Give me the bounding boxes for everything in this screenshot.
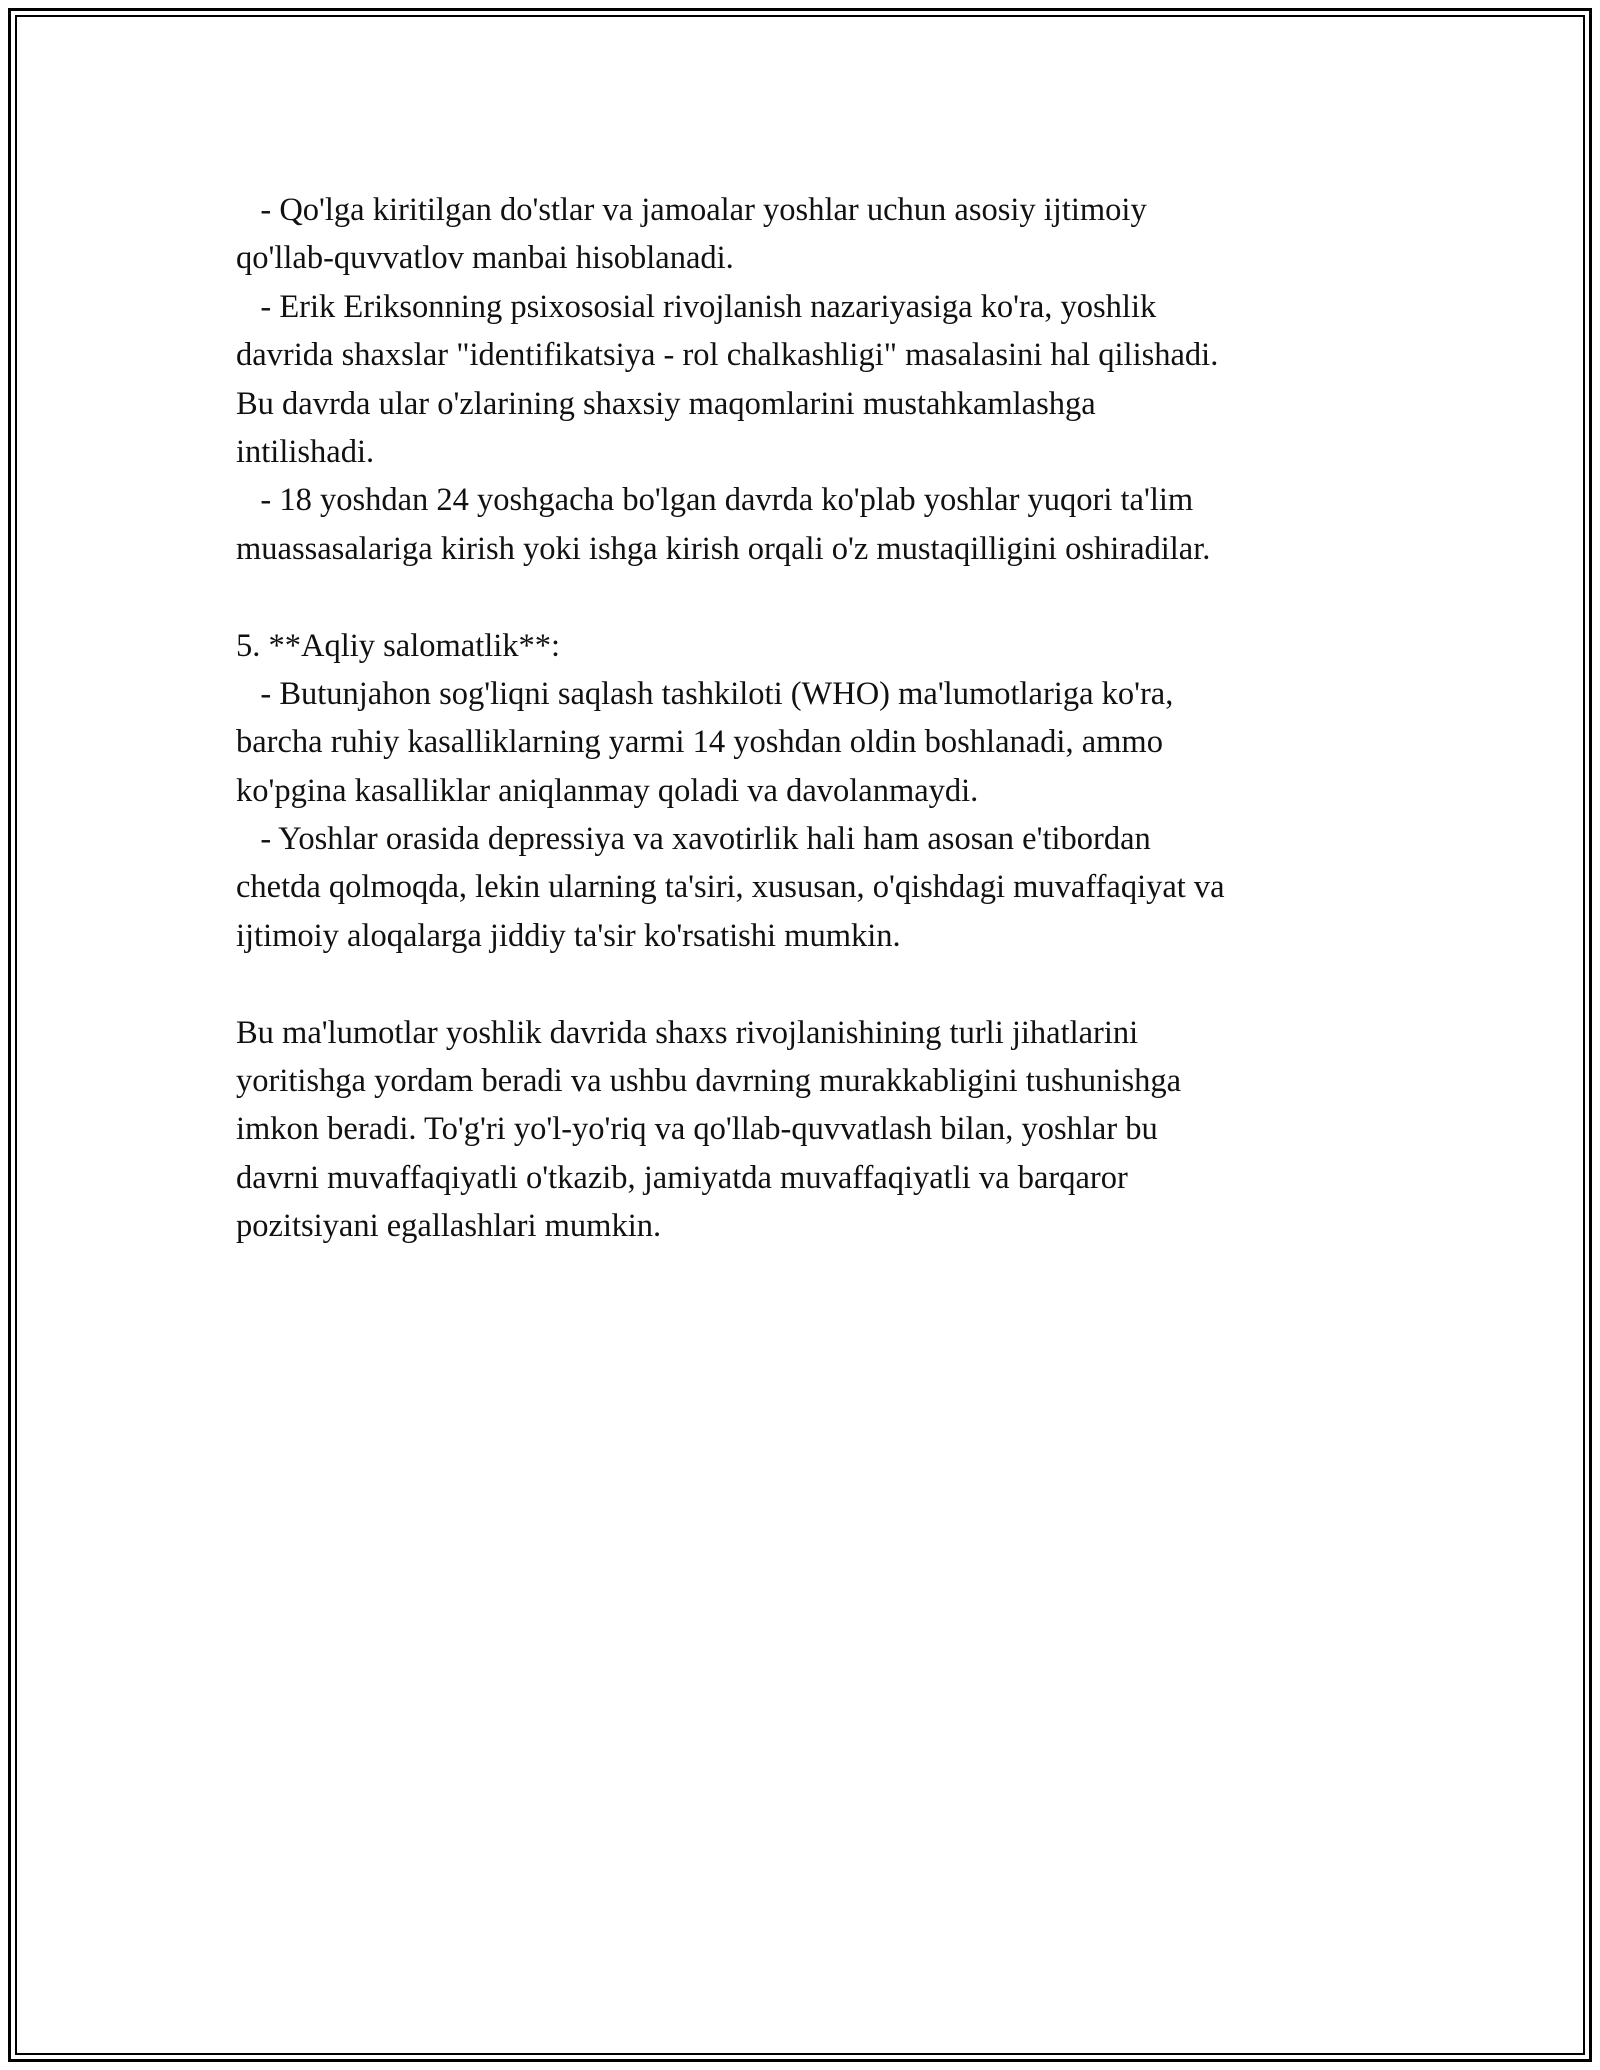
text-line: ijtimoiy aloqalarga jiddiy ta'sir ko'rsatishi mumkin. bbox=[236, 917, 901, 954]
text-line: muassasalariga kirish yoki ishga kirish orqali o'z mustaqilligini oshiradilar. bbox=[236, 530, 1211, 567]
text-line: pozitsiyani egallashlari mumkin. bbox=[236, 1208, 662, 1245]
text-line: - 18 yoshdan 24 yoshgacha bo'lgan davrda ko'plab yoshlar yuqori ta'lim bbox=[236, 482, 1194, 519]
text-line: intilishadi. bbox=[236, 433, 375, 470]
text-line: qo'llab-quvvatlov manbai hisoblanadi. bbox=[236, 240, 734, 277]
text-line: yoritishga yordam beradi va ushbu davrning murakkabligini tushunishga bbox=[236, 1063, 1182, 1100]
text-line: Bu ma'lumotlar yoshlik davrida shaxs rivojlanishining turli jihatlarini bbox=[236, 1014, 1139, 1051]
text-line: imkon beradi. To'g'ri yo'l-yo'riq va qo'llab-quvvatlash bilan, yoshlar bu bbox=[236, 1111, 1158, 1148]
text-line: chetda qolmoqda, lekin ularning ta'siri, xususan, o'qishdagi muvaffaqiyat va bbox=[236, 869, 1225, 906]
text-line: - Butunjahon sog'liqni saqlash tashkiloti (WHO) ma'lumotlariga ko'ra, bbox=[236, 675, 1174, 712]
paragraph-gap bbox=[236, 960, 1376, 1008]
text-line: - Erik Eriksonning psixososial rivojlanish nazariyasiga ko'ra, yoshlik bbox=[236, 288, 1157, 325]
document-body bbox=[236, 186, 1376, 1251]
section-heading: 5. **Aqliy salomatlik**: bbox=[236, 627, 561, 664]
text-line: barcha ruhiy kasalliklarning yarmi 14 yoshdan oldin boshlanadi, ammo bbox=[236, 724, 1163, 761]
paragraph-gap bbox=[236, 573, 1376, 621]
text-line: ko'pgina kasalliklar aniqlanmay qoladi va davolanmaydi. bbox=[236, 772, 979, 809]
text-line: - Qo'lga kiritilgan do'stlar va jamoalar yoshlar uchun asosiy ijtimoiy bbox=[236, 192, 1147, 228]
text-line: Bu davrda ular o'zlarining shaxsiy maqomlarini mustahkamlashga bbox=[236, 385, 1096, 422]
text-line: davrida shaxslar "identifikatsiya - rol chalkashligi" masalasini hal qilishadi. bbox=[236, 337, 1219, 374]
text-line: davrni muvaffaqiyatli o'tkazib, jamiyatda muvaffaqiyatli va barqaror bbox=[236, 1159, 1128, 1196]
text-line: - Yoshlar orasida depressiya va xavotirlik hali ham asosan e'tibordan bbox=[236, 821, 1151, 858]
